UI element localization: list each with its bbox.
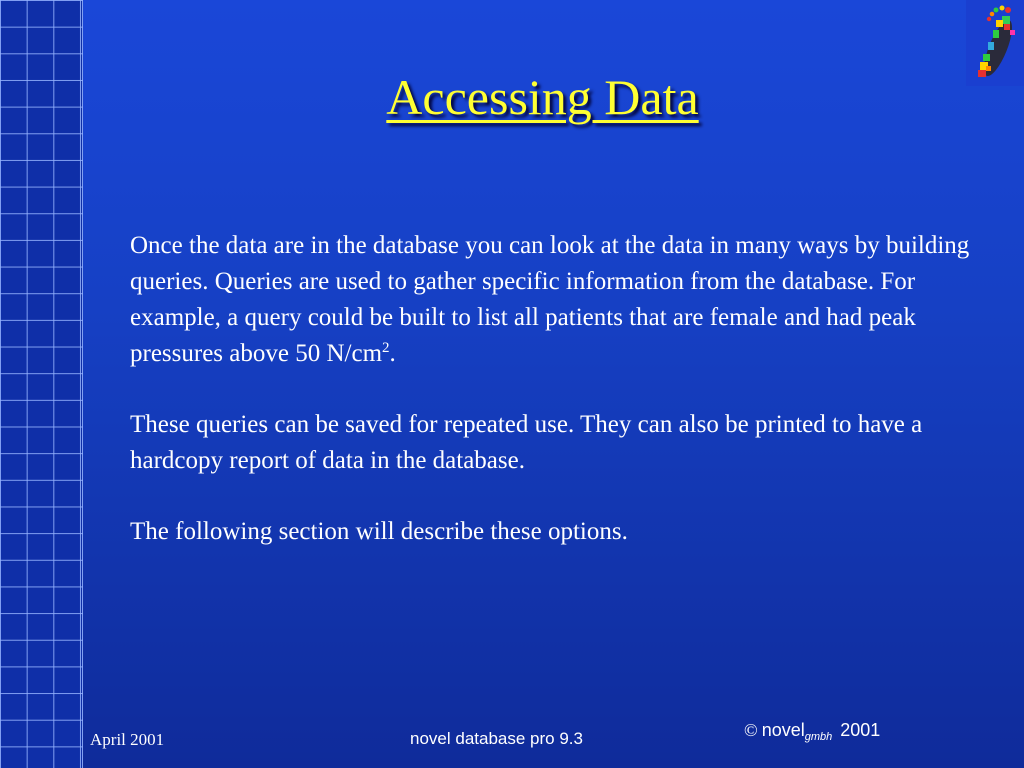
- paragraph-saved-queries: These queries can be saved for repeated use. They can also be printed to have a hardcopy report of data in the database.: [130, 411, 923, 474]
- footer-product-name: novel database pro 9.3: [410, 729, 583, 748]
- copyright-symbol: ©: [744, 720, 758, 740]
- footer-company-suffix: gmbh: [804, 731, 833, 743]
- paragraph-queries-intro-text: Once the data are in the database you can look at the data in many ways by building queries. Queries are used to gather specific information from the database. For example, a query could be built to list all patients that are female and had peak pressures above 50 N/cm: [130, 232, 970, 367]
- footer-year: 2001: [840, 720, 881, 740]
- paragraph-following-section: The following section will describe these options.: [130, 518, 628, 545]
- slide-body: [130, 228, 990, 585]
- footer-date: April 2001: [90, 730, 165, 749]
- footer-copyright: [744, 720, 880, 743]
- paragraph-queries-intro: [130, 228, 990, 372]
- footer-company: novel: [761, 720, 805, 740]
- slide-title: Accessing Data: [386, 69, 699, 125]
- unit-superscript: 2: [382, 340, 390, 356]
- paragraph-end-period: .: [389, 340, 396, 367]
